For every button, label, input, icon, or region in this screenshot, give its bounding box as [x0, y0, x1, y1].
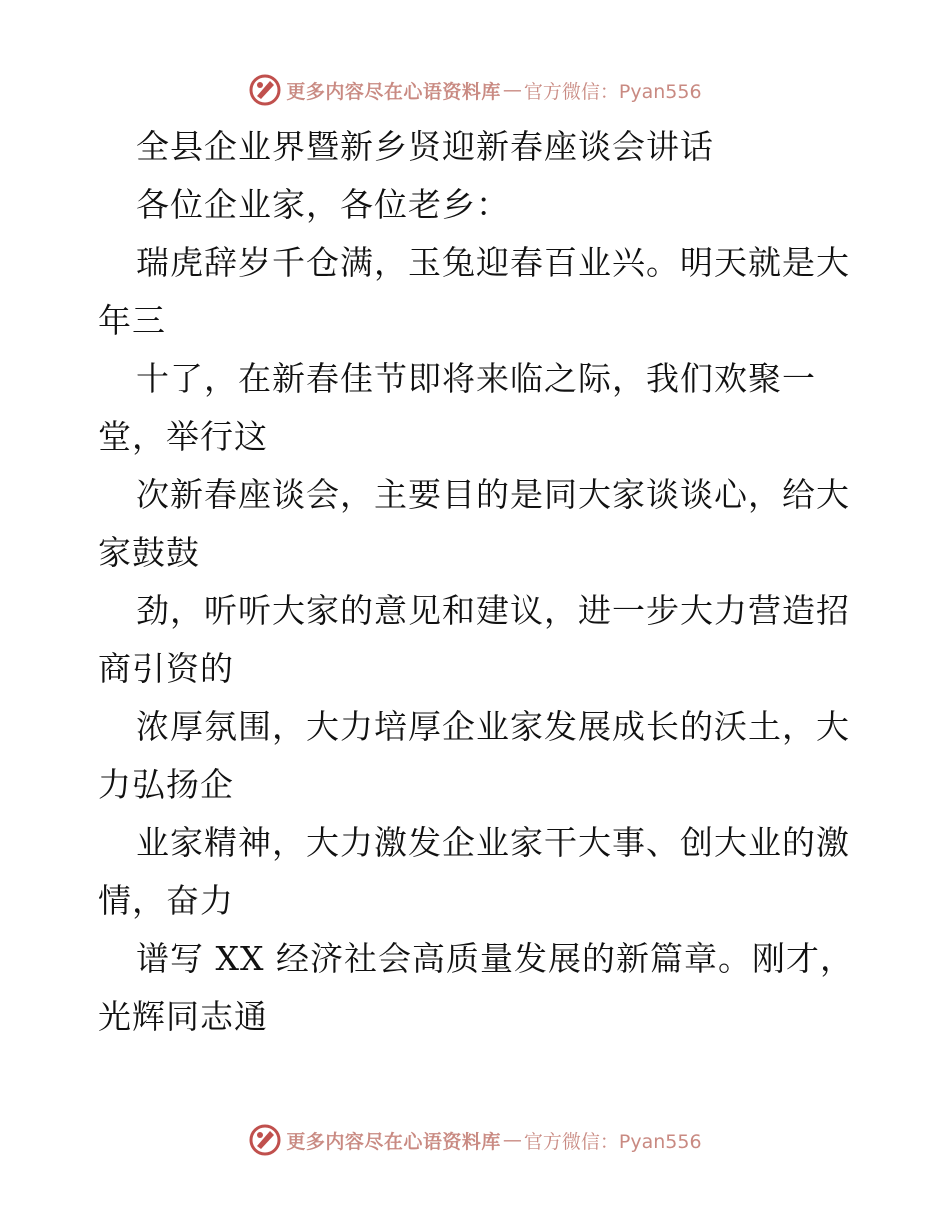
banner-text: 更多内容尽在心语资料库	[286, 1130, 501, 1153]
paragraph-line: 谱写 XX 经济社会高质量发展的新篇章。刚才，	[136, 939, 854, 978]
salutation: 各位企业家，各位老乡：	[136, 185, 510, 224]
banner-wechat: 官方微信：Pyan556	[523, 80, 702, 103]
paragraph-line: 十了，在新春佳节即将来临之际，我们欢聚一	[136, 359, 816, 398]
paragraph-line: 业家精神，大力激发企业家干大事、创大业的激	[136, 823, 850, 862]
document-body	[98, 118, 858, 1046]
paragraph-line: 力弘扬企	[98, 765, 234, 804]
paragraph-line: 堂，举行这	[98, 417, 268, 456]
seal-logo-icon	[248, 1123, 282, 1157]
paragraph-line: 家鼓鼓	[98, 533, 200, 572]
seal-logo-icon	[248, 73, 282, 107]
paragraph-line: 年三	[98, 301, 166, 340]
banner-text: 更多内容尽在心语资料库	[286, 80, 501, 103]
header-banner	[0, 70, 950, 110]
footer-banner	[0, 1120, 950, 1160]
paragraph-line: 次新春座谈会，主要目的是同大家谈谈心，给大	[136, 475, 850, 514]
paragraph-line: 瑞虎辞岁千仓满，玉兔迎春百业兴。明天就是大	[136, 243, 850, 282]
document-title: 全县企业界暨新乡贤迎新春座谈会讲话	[136, 127, 714, 166]
banner-separator: —	[502, 1129, 522, 1151]
paragraph-line: 商引资的	[98, 649, 234, 688]
paragraph-line: 光辉同志通	[98, 997, 268, 1036]
paragraph-line: 劲，听听大家的意见和建议，进一步大力营造招	[136, 591, 850, 630]
banner-wechat: 官方微信：Pyan556	[523, 1130, 702, 1153]
banner-separator: —	[502, 79, 522, 101]
paragraph-line: 浓厚氛围，大力培厚企业家发展成长的沃土，大	[136, 707, 850, 746]
paragraph-line: 情，奋力	[98, 881, 234, 920]
